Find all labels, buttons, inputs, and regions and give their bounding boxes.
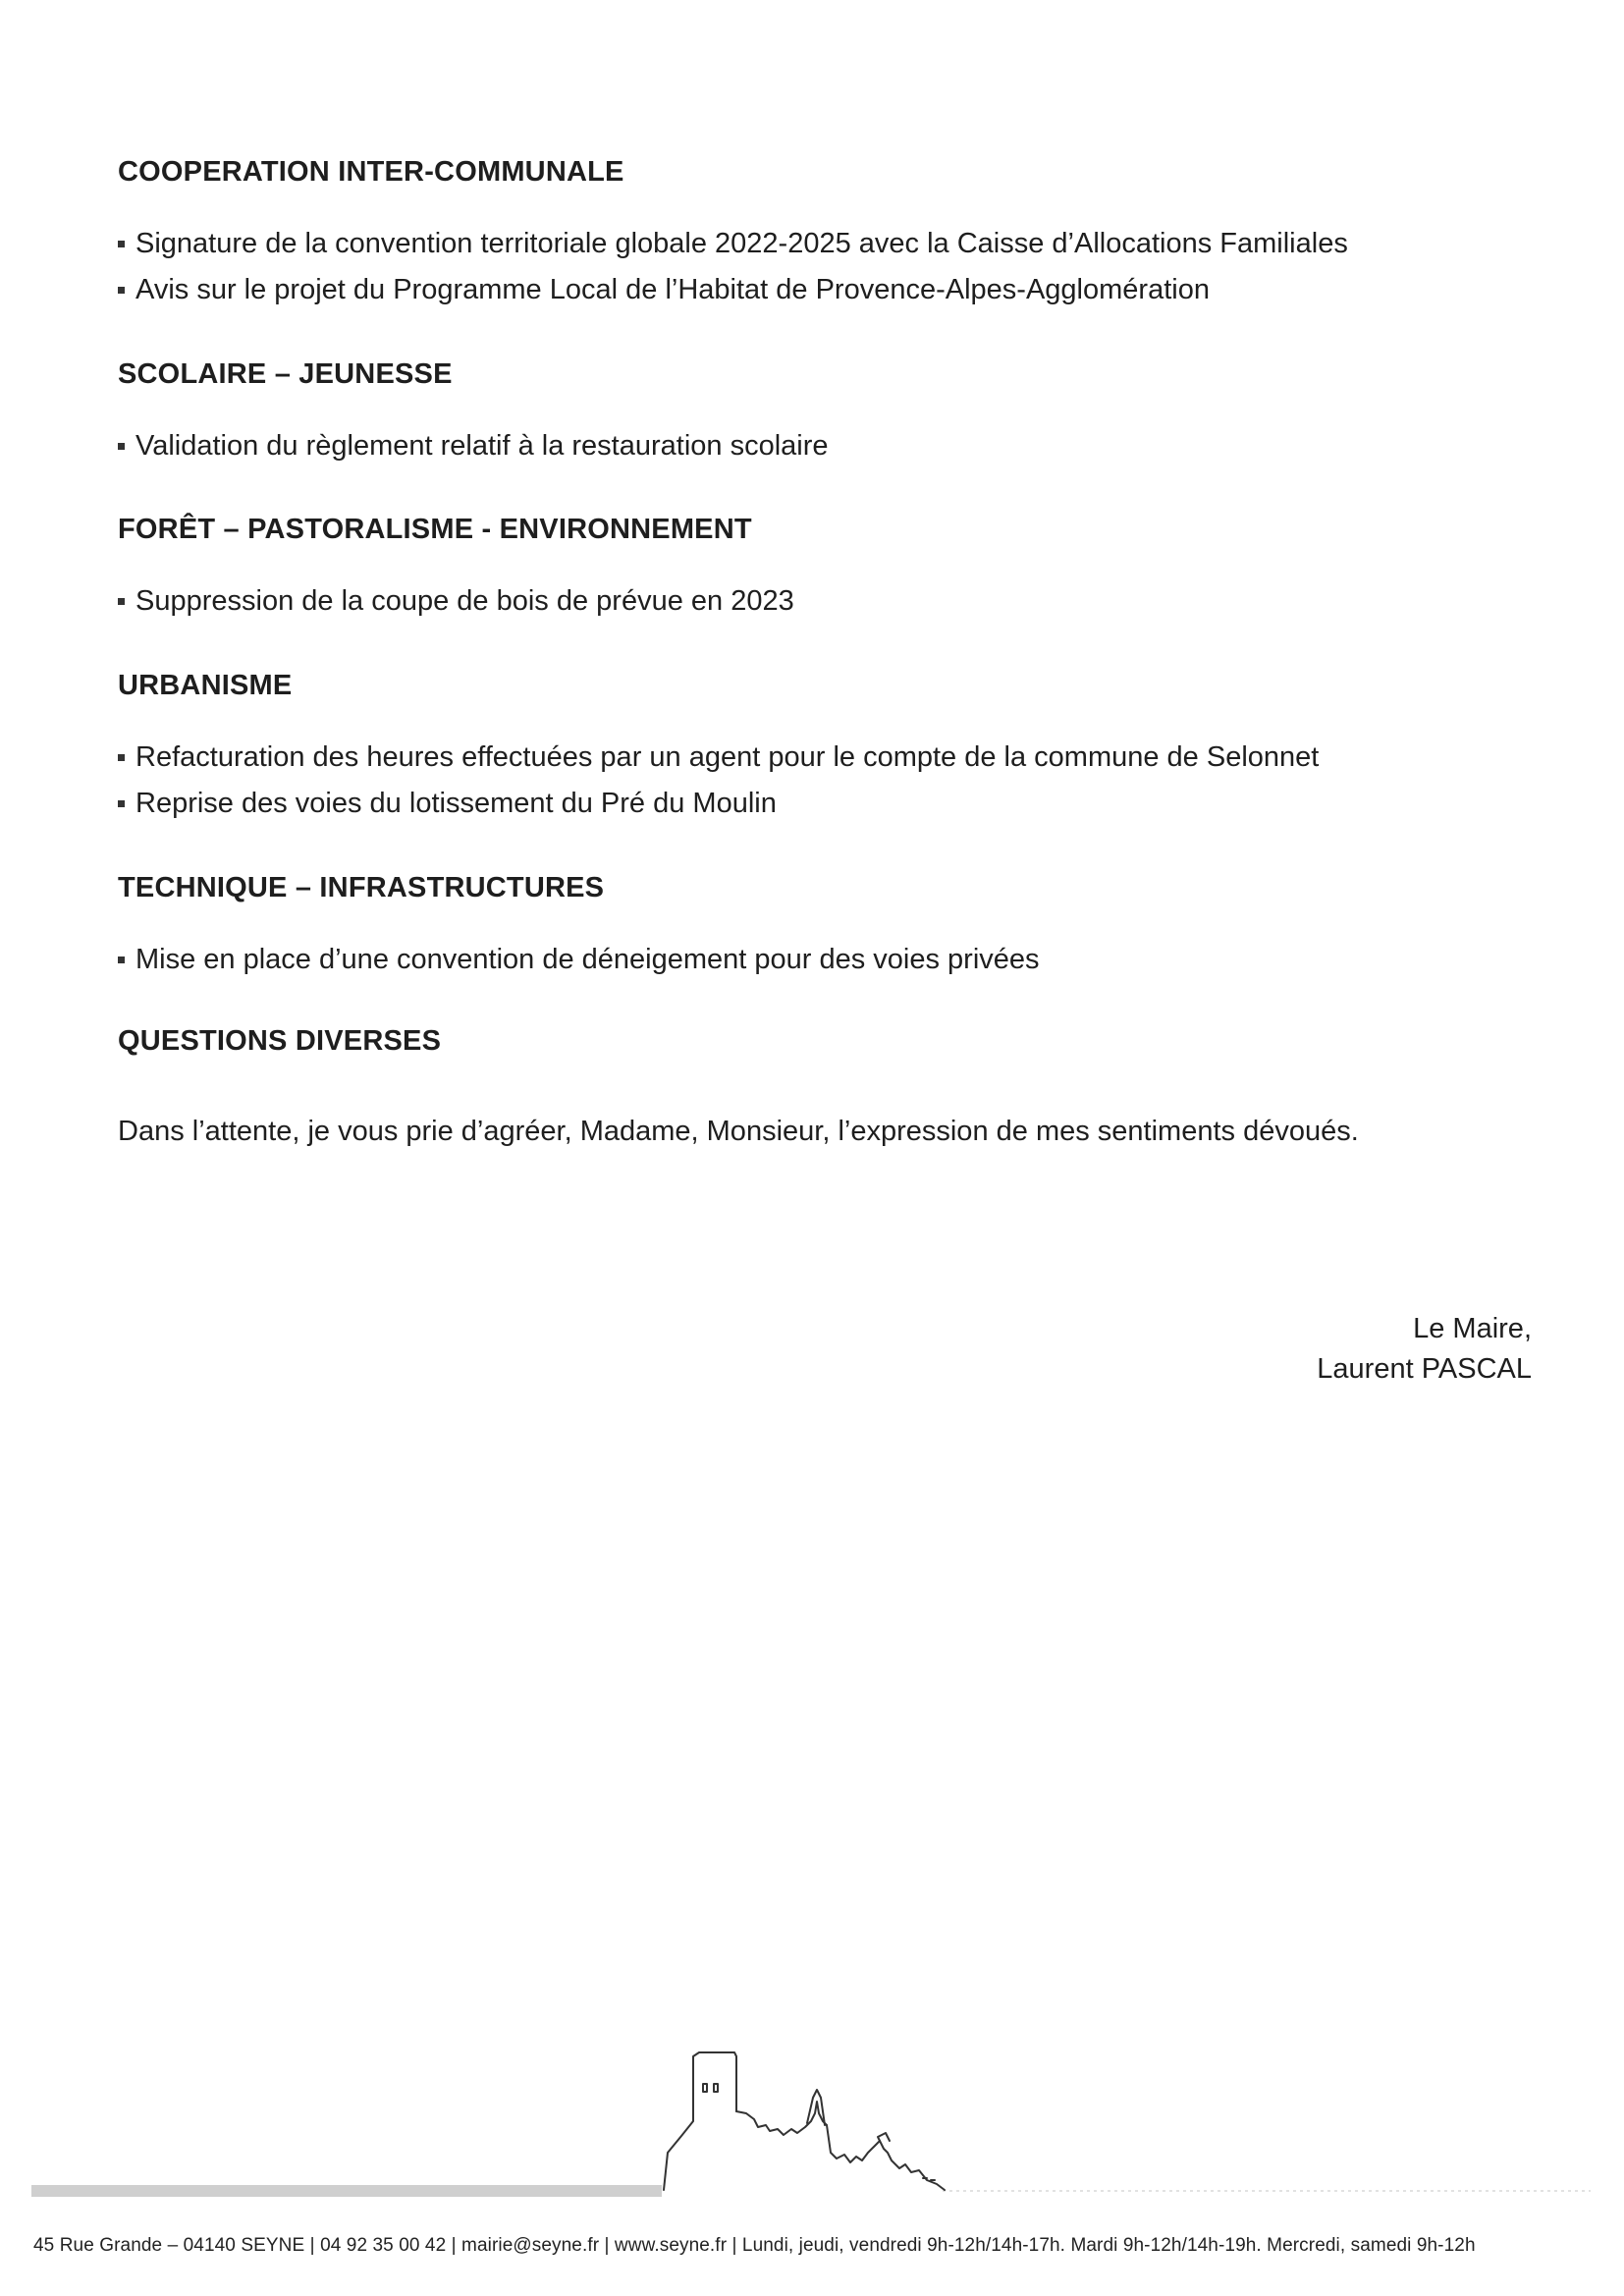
rampart-outline	[736, 2102, 827, 2135]
section-items-technique	[118, 937, 1532, 983]
tower-window	[714, 2084, 718, 2092]
section-items-urbanisme	[118, 735, 1532, 827]
tower-window	[703, 2084, 707, 2092]
section-title-scolaire: SCOLAIRE – JEUNESSE	[118, 358, 453, 390]
bullet-icon	[118, 957, 125, 963]
building-windows	[923, 2178, 935, 2180]
bullet-icon	[118, 287, 125, 294]
section-title-foret: FORÊT – PASTORALISME - ENVIRONNEMENT	[118, 514, 752, 545]
signature-role: Le Maire,	[1413, 1313, 1532, 1344]
bullet-icon	[118, 443, 125, 450]
bullet-icon	[118, 754, 125, 761]
section-items-scolaire	[118, 423, 1532, 469]
list-item: Signature de la convention territoriale globale 2022-2025 avec la Caisse d’Allocations Familiales	[118, 221, 1532, 267]
building-outline	[878, 2133, 890, 2141]
list-item: Validation du règlement relatif à la restauration scolaire	[118, 423, 1532, 469]
list-item: Suppression de la coupe de bois de prévue en 2023	[118, 578, 1532, 625]
list-item: Avis sur le projet du Programme Local de l’Habitat de Provence-Alpes-Agglomération	[118, 267, 1532, 313]
tower-outline	[664, 2052, 736, 2190]
section-items-cooperation	[118, 221, 1532, 313]
signature-name: Laurent PASCAL	[1317, 1353, 1532, 1385]
section-title-technique: TECHNIQUE – INFRASTRUCTURES	[118, 872, 605, 903]
section-title-cooperation: COOPERATION INTER-COMMUNALE	[118, 156, 624, 188]
section-title-urbanisme: URBANISME	[118, 670, 293, 701]
bullet-icon	[118, 241, 125, 247]
bullet-icon	[118, 598, 125, 605]
list-item: Mise en place d’une convention de déneigement pour des voies privées	[118, 937, 1532, 983]
bullet-icon	[118, 800, 125, 807]
village-skyline-icon	[0, 2043, 1624, 2219]
list-item: Reprise des voies du lotissement du Pré du Moulin	[118, 781, 1532, 827]
section-items-foret	[118, 578, 1532, 625]
closing-paragraph: Dans l’attente, je vous prie d’agréer, Madame, Monsieur, l’expression de mes sentiments dévoués.	[118, 1116, 1359, 1147]
footer-band-left	[31, 2185, 662, 2197]
signature-block	[1317, 1309, 1532, 1390]
section-title-questions: QUESTIONS DIVERSES	[118, 1025, 442, 1057]
letter-body	[118, 147, 1532, 1183]
footer-contact-info: 45 Rue Grande – 04140 SEYNE | 04 92 35 00 42 | mairie@seyne.fr | www.seyne.fr | Lundi, jeudi, vendredi 9h-12h/14h-17h. Mardi 9h-12h/14h-19h. Mercredi, samedi 9h-12h	[33, 2235, 1476, 2256]
list-item: Refacturation des heures effectuées par un agent pour le compte de la commune de Selonnet	[118, 735, 1532, 781]
